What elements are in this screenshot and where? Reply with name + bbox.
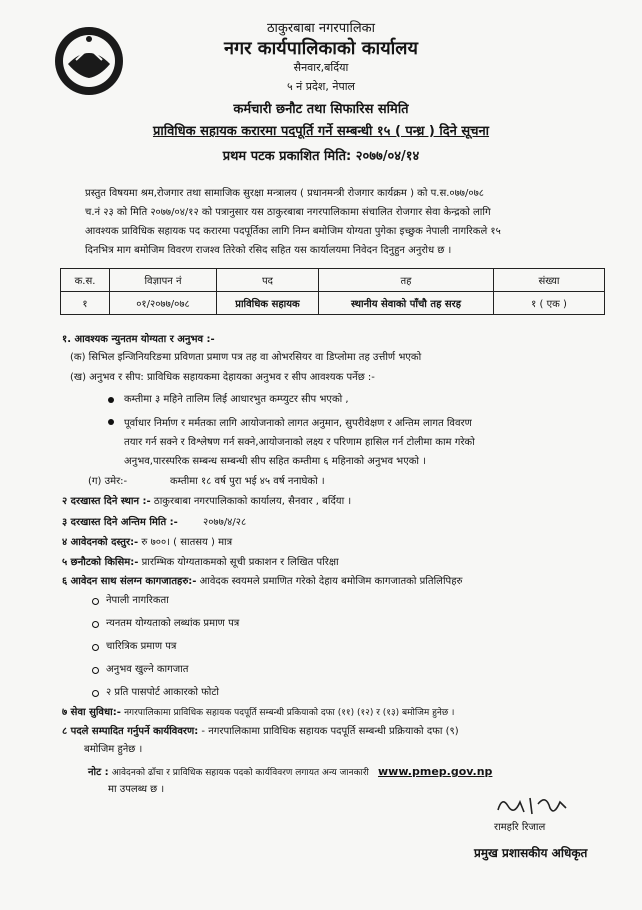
bullet-icon [108, 419, 114, 425]
item-label: ७ सेवा सुविधा:- [62, 707, 121, 718]
application-deadline [62, 515, 246, 531]
column-header: पद [217, 269, 319, 292]
column-header: संख्या [494, 269, 605, 292]
table-row [61, 292, 605, 315]
signature-mark [490, 790, 580, 820]
signatory-title: प्रमुख प्रशासकीय अधिकृत [474, 846, 588, 860]
job-duties [62, 724, 459, 740]
item-text: २०७७/४/२८ [203, 517, 247, 528]
bullet-icon [92, 690, 99, 697]
bullet-icon [92, 621, 99, 628]
document-item: २ प्रति पासपोर्ट आकारको फोटो [106, 687, 220, 698]
item-text: - नगरपालिकामा प्राविधिक सहायक पदपूर्ति सम्बन्धी प्रक्रियाको दफा (९) [201, 726, 459, 737]
note [88, 764, 492, 781]
table-header-row [61, 269, 605, 292]
bullet-line: अनुभव,पारस्परिक सम्बन्ध सम्बन्धी सीप सहित कम्तीमा ६ महिनाको अनुभव भएको । [124, 456, 426, 467]
table-cell: ०१/२०७७/०७८ [110, 292, 217, 315]
committee-name: कर्मचारी छनौट तथा सिफारिस समिति [233, 102, 409, 117]
qualification-ga-label: (ग) उमेर:- [88, 476, 128, 487]
item-text: नगरपालिकामा प्राविधिक सहायक पदपूर्ति सम्बन्धी प्रकियाको दफा (११) (१२) र (१३) बमोजिम हुनेछ । [124, 708, 455, 718]
office-name: नगर कार्यपालिकाको कार्यालय [224, 38, 418, 59]
qualification-ga-text: कम्तीमा १८ वर्ष पुरा भई ४५ वर्ष ननाघेको । [170, 476, 325, 487]
intro-line: च.नं २३ को मिति २०७७/०४/१२ को पत्रानुसार यस ठाकुरबाबा नगरपालिकामा संचालित रोजगार सेवा केन्द्रको लागि [85, 207, 491, 218]
document-item: न्यनतम योग्यताको लब्धांक प्रमाण पत्र [106, 618, 240, 629]
item-label: ४ आवेदनको दस्तुर:- [62, 537, 139, 548]
bullet-line: पूर्वाधार निर्माण र मर्मतका लागि आयोजनाको लागत अनुमान, सुपरीवेक्षण र अन्तिम लागत विवरण [124, 418, 472, 429]
required-documents [62, 574, 463, 590]
item-label: २ दरखास्त दिने स्थान :- [62, 496, 151, 507]
application-fee [62, 535, 232, 551]
qualification-ka: (क) सिभिल इन्जिनियरिङमा प्रविणता प्रमाण पत्र तह वा ओभरसियर वा डिप्लोमा तह उत्तीर्ण भएको [70, 352, 422, 363]
selection-method [62, 555, 339, 571]
bullet-icon [92, 598, 99, 605]
column-header: तह [319, 269, 494, 292]
note-continued: मा उपलब्ध छ । [108, 784, 165, 795]
application-place [62, 494, 351, 510]
job-duties-continued: बमोजिम हुनेछ । [84, 744, 143, 755]
publication-date: प्रथम पटक प्रकाशित मिति: २०७७/०४/१४ [222, 149, 420, 164]
item-label: ८ पदले सम्पादित गर्नुपर्ने कार्यविवरण: [62, 726, 199, 737]
intro-paragraph [85, 184, 605, 260]
intro-line: आवश्यक प्राविधिक सहायक पद करारमा पदपूर्तिका लागि निम्न बमोजिम योग्यता पुगेका इच्छुक नेपाली नागरिकले १५ [85, 226, 501, 237]
vacancy-table [60, 268, 605, 315]
qualification-kha: (ख) अनुभव र सीप: प्राविधिक सहायकमा देहायका अनुभव र सीप आवश्यक पर्नेछ :- [70, 372, 375, 383]
bullet-icon [92, 667, 99, 674]
bullet-icon [108, 397, 114, 403]
address-line-1: सैनवार,बर्दिया [293, 61, 349, 74]
bullet-icon [92, 644, 99, 651]
note-text: आवेदनको ढाँचा र प्राविधिक सहायक पदको कार्यविवरण लगायत अन्य जानकारी [111, 768, 369, 778]
bullet-line: तयार गर्न सक्ने र विश्लेषण गर्न सक्ने,आयोजनाको लक्ष्य र परिणाम हासिल गर्न टोलीमा काम गरेको [124, 437, 475, 448]
item-text: आवेदक स्वयमले प्रमाणित गरेको देहाय बमोजिम कागजातको प्रतिलिपिहरु [199, 576, 463, 587]
item-label: ६ आवेदन साथ संलग्न कागजातहरु:- [62, 576, 197, 587]
intro-line: प्रस्तुत विषयमा श्रम,रोजगार तथा सामाजिक सुरक्षा मन्त्रालय ( प्रधानमन्त्री रोजगार कार्यक्रम ) को प.स.०७७/०७८ [85, 188, 484, 199]
qualification-bullet-1: कम्तीमा ३ महिने तालिम लिई आधारभुत कम्प्युटर सीप भएको , [124, 394, 349, 405]
address-line-2: ५ नं प्रदेश, नेपाल [286, 80, 356, 93]
notice-subject: प्राविधिक सहायक करारमा पदपूर्ति गर्ने सम्बन्धी १५ ( पन्ध्र ) दिने सूचना [152, 124, 490, 139]
service-facility [62, 705, 454, 721]
municipality-name: ठाकुरबाबा नगरपालिका [266, 21, 376, 36]
website-link[interactable]: www.pmep.gov.np [378, 765, 493, 778]
table-cell: प्राविधिक सहायक [217, 292, 319, 315]
table-cell: १ ( एक ) [494, 292, 605, 315]
document-item: नेपाली नागरिकता [106, 595, 169, 606]
document-item: अनुभव खुल्ने कागजात [106, 664, 189, 675]
note-label: नोट : [88, 767, 109, 778]
table-cell: स्थानीय सेवाको पाँचौ तह सरह [319, 292, 494, 315]
item-text: प्रारम्भिक योग्यताकमको सूची प्रकाशन र लिखित परिक्षा [141, 557, 339, 568]
item-text: रु ७००। ( सातसय ) मात्र [141, 537, 233, 548]
document-item: चारित्रिक प्रमाण पत्र [106, 641, 177, 652]
item-label: ५ छनौटको किसिम:- [62, 557, 139, 568]
column-header: क.स. [61, 269, 110, 292]
qualification-bullet-2 [124, 414, 609, 471]
item-text: ठाकुरबाबा नगरपालिकाको कार्यालय, सैनवार , बर्दिया । [153, 496, 352, 507]
table-cell: १ [61, 292, 110, 315]
column-header: विज्ञापन नं [110, 269, 217, 292]
item-label: ३ दरखास्त दिने अन्तिम मिति :- [62, 517, 178, 528]
intro-line: दिनभित्र माग बमोजिम विवरण राजश्व तिरेको रसिद सहित यस कार्यालयमा निवेदन दिनुहुन अनुरोध छ । [85, 245, 452, 256]
signatory-name: रामहरि रिजाल [494, 822, 546, 833]
qualification-title: १. आवश्यक न्युनतम योग्यता र अनुभव :- [62, 334, 215, 345]
